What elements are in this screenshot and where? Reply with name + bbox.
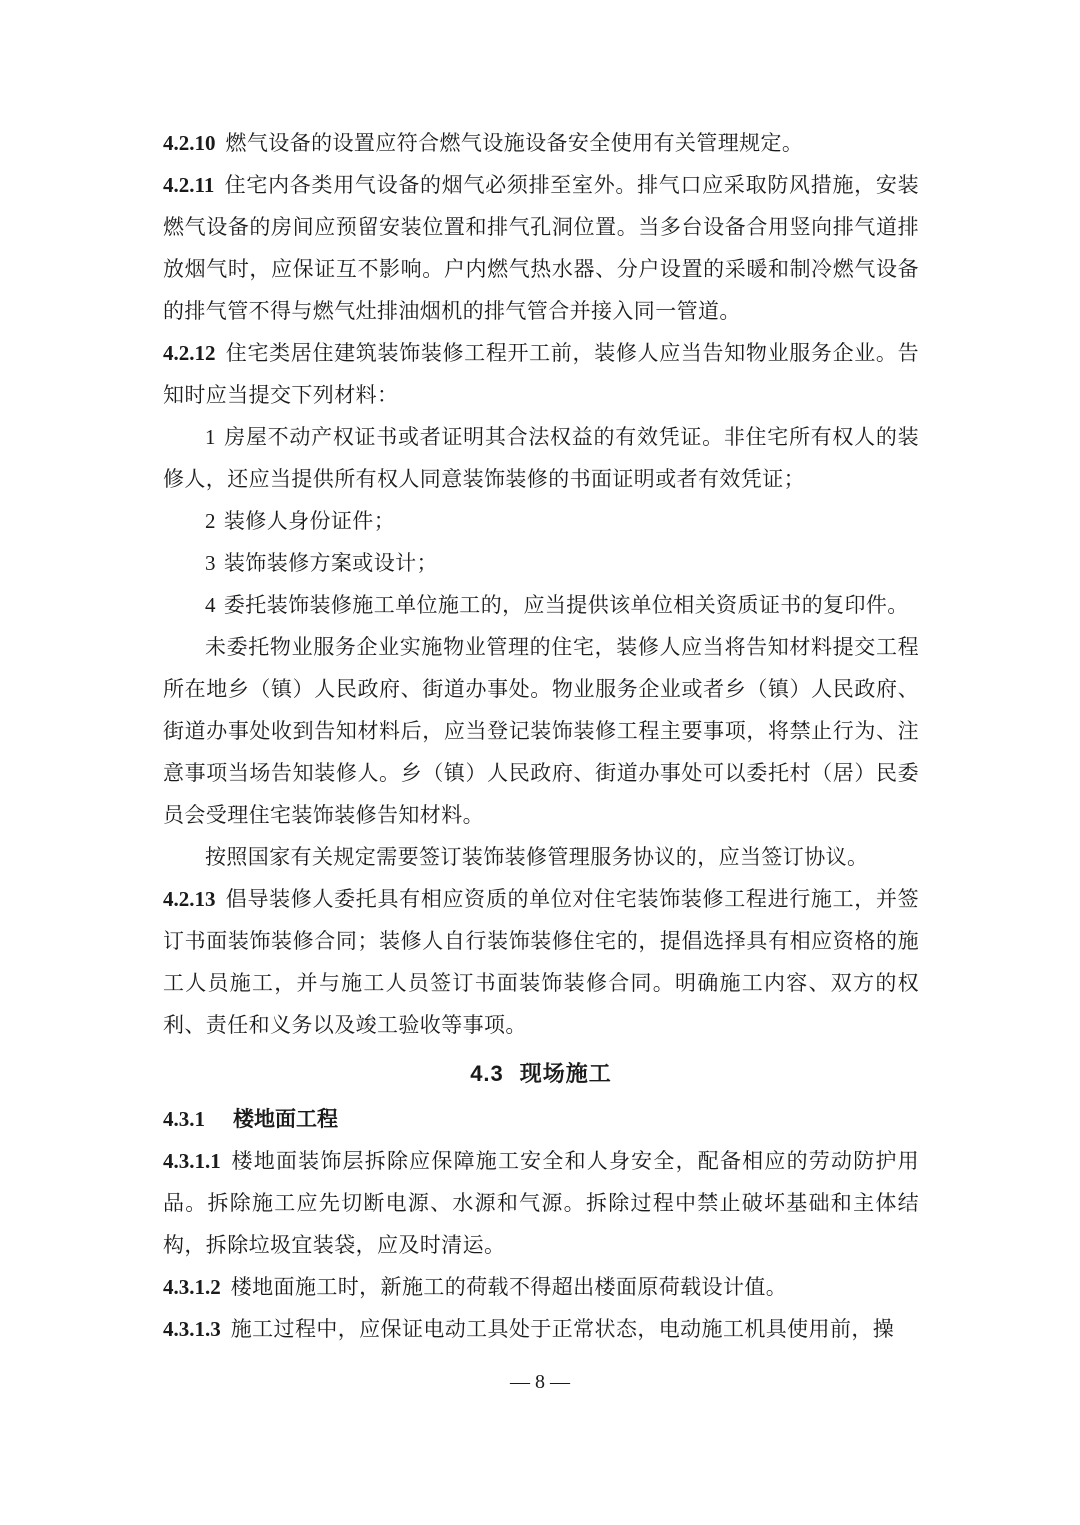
- list-item-text: 装修人身份证件；: [223, 509, 396, 533]
- clause-4-2-10: [163, 122, 919, 164]
- subsection-title: 楼地面工程: [233, 1106, 338, 1131]
- section-heading: [163, 1052, 919, 1096]
- clause-text: 倡导装修人委托具有相应资质的单位对住宅装饰装修工程进行施工，并签订书面装饰装修合同；装修人自行装饰装修住宅的，提倡选择具有相应资格的施工人员施工，并与施工人员签订书面装饰装修合同。明确施工内容、双方的权利、责任和义务以及竣工验收等事项。: [163, 887, 919, 1037]
- subsection-heading: [163, 1098, 919, 1140]
- clause-text: 楼地面施工时，新施工的荷载不得超出楼面原荷载设计值。: [230, 1275, 788, 1299]
- list-item-text: 房屋不动产权证书或者证明其合法权益的有效凭证。非住宅所有权人的装修人，还应当提供所有权人同意装饰装修的书面证明或者有效凭证；: [163, 425, 919, 491]
- subsection-number: 4.3.1: [163, 1107, 205, 1131]
- clause-number: 4.2.11: [163, 173, 215, 197]
- clause-text: 住宅内各类用气设备的烟气必须排至室外。排气口应采取防风措施，安装燃气设备的房间应预留安装位置和排气孔洞位置。当多台设备合用竖向排气道排放烟气时，应保证互不影响。户内燃气热水器、分户设置的采暖和制冷燃气设备的排气管不得与燃气灶排油烟机的排气管合并接入同一管道。: [163, 173, 919, 323]
- clause-number: 4.2.12: [163, 341, 216, 365]
- clause-4-2-13: [163, 878, 919, 1046]
- document-page: [163, 122, 919, 1350]
- list-item: [163, 584, 919, 626]
- list-item-number: 3: [205, 551, 216, 575]
- list-item-text: 装饰装修方案或设计；: [223, 551, 438, 575]
- clause-text: 燃气设备的设置应符合燃气设施设备安全使用有关管理规定。: [225, 131, 804, 155]
- clause-number: 4.3.1.2: [163, 1275, 221, 1299]
- clause-4-3-1-2: [163, 1266, 919, 1308]
- clause-text: 施工过程中，应保证电动工具处于正常状态，电动施工机具使用前，操: [230, 1317, 895, 1341]
- clause-4-3-1-1: [163, 1140, 919, 1266]
- clause-number: 4.3.1.1: [163, 1149, 221, 1173]
- list-item-text: 委托装饰装修施工单位施工的，应当提供该单位相关资质证书的复印件。: [223, 593, 909, 617]
- clause-number: 4.3.1.3: [163, 1317, 221, 1341]
- list-item: [163, 416, 919, 500]
- page-number: — 8 —: [510, 1371, 570, 1393]
- list-item-number: 4: [205, 593, 216, 617]
- body-paragraph: 未委托物业服务企业实施物业管理的住宅，装修人应当将告知材料提交工程所在地乡（镇）人民政府、街道办事处。物业服务企业或者乡（镇）人民政府、街道办事处收到告知材料后，应当登记装饰装修工程主要事项，将禁止行为、注意事项当场告知装修人。乡（镇）人民政府、街道办事处可以委托村（居）民委员会受理住宅装饰装修告知材料。: [163, 635, 919, 827]
- list-item-number: 1: [205, 425, 216, 449]
- list-item: [163, 500, 919, 542]
- section-number: 4.3: [470, 1061, 504, 1086]
- clause-4-3-1-3: [163, 1308, 919, 1350]
- list-item-number: 2: [205, 509, 216, 533]
- clause-text: 住宅类居住建筑装饰装修工程开工前，装修人应当告知物业服务企业。告知时应当提交下列材料：: [163, 341, 919, 407]
- clause-4-2-11: [163, 164, 919, 332]
- clause-number: 4.2.10: [163, 131, 216, 155]
- list-item: [163, 542, 919, 584]
- section-title: 现场施工: [519, 1061, 612, 1087]
- body-paragraph: 按照国家有关规定需要签订装饰装修管理服务协议的，应当签订协议。: [205, 845, 869, 869]
- clause-number: 4.2.13: [163, 887, 216, 911]
- clause-4-2-12: [163, 332, 919, 416]
- clause-text: 楼地面装饰层拆除应保障施工安全和人身安全，配备相应的劳动防护用品。拆除施工应先切断电源、水源和气源。拆除过程中禁止破坏基础和主体结构，拆除垃圾宜装袋，应及时清运。: [163, 1149, 919, 1257]
